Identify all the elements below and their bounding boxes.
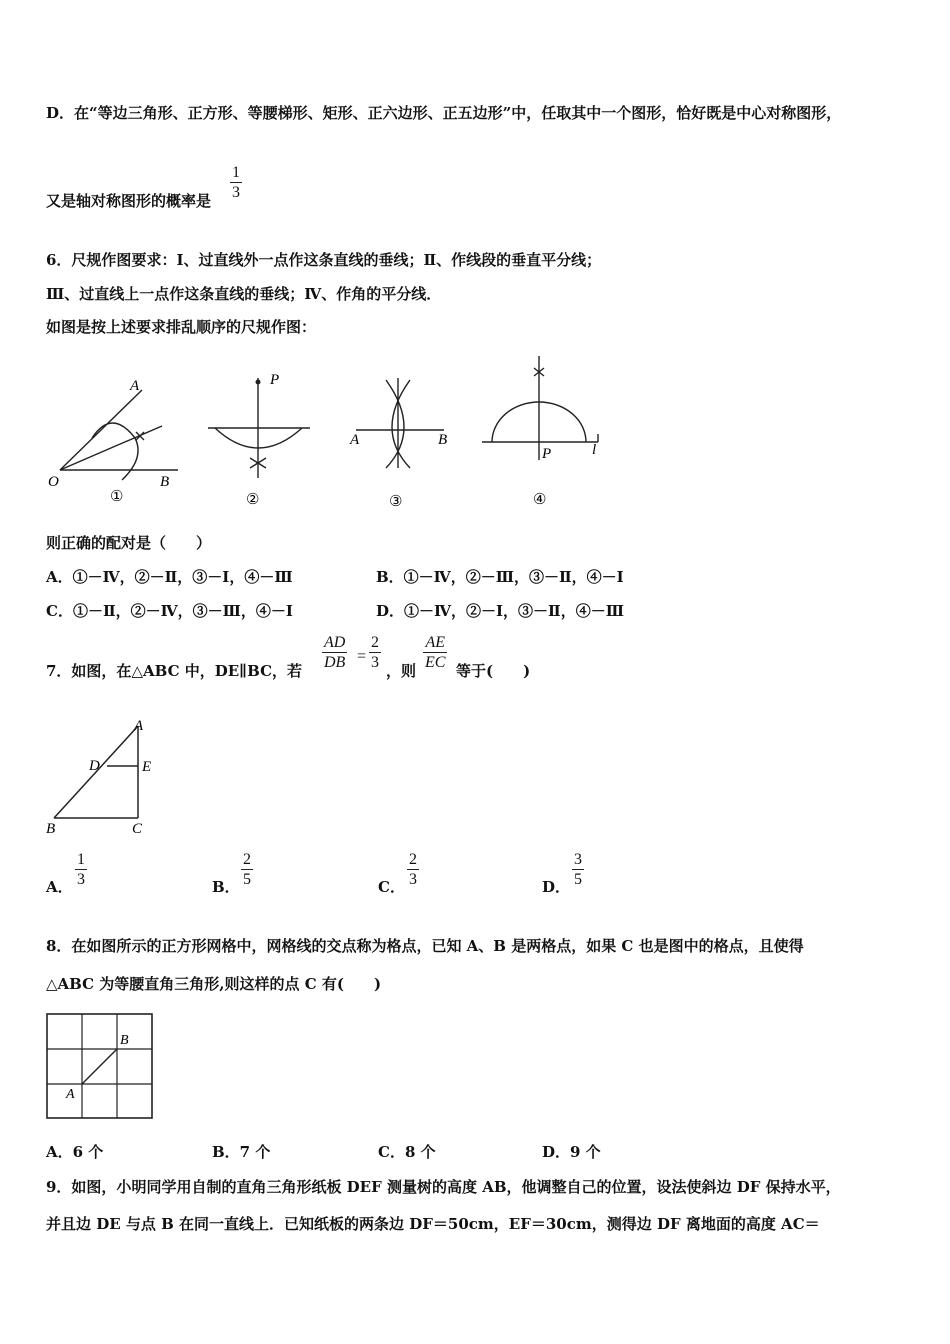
q7-label-c: C (132, 821, 143, 837)
q7-label-a: A (134, 718, 144, 734)
q7-option-b-den: 5 (243, 871, 251, 888)
q7-fraction-ad-db (322, 634, 347, 673)
q6-fig3-label-a: A (350, 432, 360, 448)
q7-equals: = (357, 648, 367, 665)
q6-option-b[interactable]: B．①－Ⅳ，②－Ⅲ，③－Ⅱ，④－Ⅰ (376, 568, 624, 586)
q7-triangle-figure (40, 712, 170, 842)
q6-fig2-label-p: P (270, 372, 280, 388)
q7-option-a-fraction (75, 851, 87, 890)
q7-fraction-2-3 (369, 634, 381, 673)
q5d-line1: D．在“等边三角形、正方形、等腰梯形、矩形、正六边形、正五边形”中，任取其中一个图形，恰好既是中心对称图形， (46, 104, 842, 122)
q7-option-c[interactable] (378, 876, 405, 897)
q8-line2: △ABC 为等腰直角三角形,则这样的点 C 有( ) (46, 975, 382, 993)
q7-option-c-den: 3 (409, 871, 417, 888)
q8-segment-ab (82, 1049, 117, 1084)
q8-option-b[interactable]: B．7 个 (212, 1143, 271, 1161)
q7-option-b[interactable] (212, 876, 240, 897)
q5d-frac-num: 1 (232, 164, 240, 181)
q7-fraction-ae-ec (423, 634, 447, 673)
q7-option-d-fraction (572, 851, 584, 890)
q9-line1: 9．如图，小明同学用自制的直角三角形纸板 DEF 测量树的高度 AB，他调整自己的位置，设法使斜边 DF 保持水平， (46, 1178, 841, 1196)
q7-option-a-num: 1 (77, 851, 85, 868)
q7-option-c-label: C． (378, 878, 405, 896)
q5d-line2: 又是轴对称图形的概率是 (46, 192, 212, 210)
q6-line3: 如图是按上述要求排乱顺序的尺规作图： (46, 318, 317, 336)
q7-option-d-label: D． (542, 878, 571, 896)
q8-line1: 8．在如图所示的正方形网格中，网格线的交点称为格点，已知 A、B 是两格点，如果 C 也是图中的格点，且使得 (46, 937, 804, 955)
q7-f1-den: DB (324, 654, 346, 671)
q6-fig2-number: ② (246, 492, 260, 508)
q6-option-d[interactable]: D．①－Ⅳ，②－Ⅰ，③－Ⅱ，④－Ⅲ (376, 602, 624, 620)
q7-text-b: ，则 (386, 662, 417, 680)
q6-fig4-label-l: l (592, 442, 597, 458)
q6-fig3-label-b: B (438, 432, 448, 448)
q7-option-b-label: B． (212, 878, 240, 896)
q5d-fraction (230, 164, 242, 203)
q7-f1-num: AD (324, 634, 346, 651)
q7-label-e: E (142, 759, 152, 775)
q7-option-d[interactable] (542, 876, 570, 897)
q6-fig1-label-o: O (48, 474, 59, 490)
q7-label-d: D (89, 758, 100, 774)
q6-fig1-label-b: B (160, 474, 170, 490)
q6-construction-figures (40, 348, 620, 518)
q7-option-a-den: 3 (77, 871, 85, 888)
q7-text-a: 7．如图，在△ABC 中，DE∥BC，若 (46, 662, 303, 680)
q8-option-c[interactable]: C．8 个 (378, 1143, 436, 1161)
q7-option-d-den: 5 (574, 871, 582, 888)
q8-label-b: B (120, 1033, 129, 1048)
q9-line2: 并且边 DE 与点 B 在同一直线上．已知纸板的两条边 DF＝50cm，EF＝30cm，测得边 DF 离地面的高度 AC＝ (46, 1215, 820, 1233)
q6-figure-4 (482, 356, 598, 460)
q7-f3-den: EC (425, 654, 446, 671)
q7-option-c-fraction (407, 851, 419, 890)
q6-figure-1 (60, 390, 178, 480)
q6-line1: 6．尺规作图要求：Ⅰ、过直线外一点作这条直线的垂线；Ⅱ、作线段的垂直平分线； (46, 251, 602, 269)
q7-option-b-num: 2 (243, 851, 251, 868)
q8-option-d[interactable]: D．9 个 (542, 1143, 601, 1161)
q6-prompt: 则正确的配对是（ ） (46, 534, 212, 552)
q7-f2-den: 3 (371, 654, 379, 671)
q7-option-a[interactable] (46, 876, 73, 897)
q8-label-a: A (66, 1087, 75, 1102)
q7-option-d-num: 3 (574, 851, 582, 868)
q6-fig4-label-p: P (542, 446, 552, 462)
q6-fig1-number: ① (110, 489, 124, 505)
q8-grid-figure (40, 1008, 164, 1124)
q7-option-a-label: A． (46, 878, 73, 896)
q6-fig3-number: ③ (389, 494, 403, 510)
q6-option-c[interactable]: C．①－Ⅱ，②－Ⅳ，③－Ⅲ，④－Ⅰ (46, 602, 293, 620)
q7-label-b: B (46, 821, 56, 837)
q7-text-c: 等于( ) (456, 662, 531, 680)
q7-option-c-num: 2 (409, 851, 417, 868)
q7-f2-num: 2 (371, 634, 379, 651)
q7-option-b-fraction (241, 851, 253, 890)
q6-line2: Ⅲ、过直线上一点作这条直线的垂线；Ⅳ、作角的平分线． (46, 285, 442, 303)
q5d-frac-den: 3 (232, 184, 240, 201)
q6-fig2-point-p (256, 380, 261, 385)
q6-figure-3 (356, 378, 444, 468)
q6-fig4-number: ④ (533, 492, 547, 508)
q6-fig1-label-a: A (130, 378, 140, 394)
q7-f3-num: AE (425, 634, 445, 651)
q6-option-a[interactable]: A．①－Ⅳ，②－Ⅱ，③－Ⅰ，④－Ⅲ (46, 568, 293, 586)
q8-option-a[interactable]: A．6 个 (46, 1143, 104, 1161)
q6-figure-2 (208, 378, 310, 478)
